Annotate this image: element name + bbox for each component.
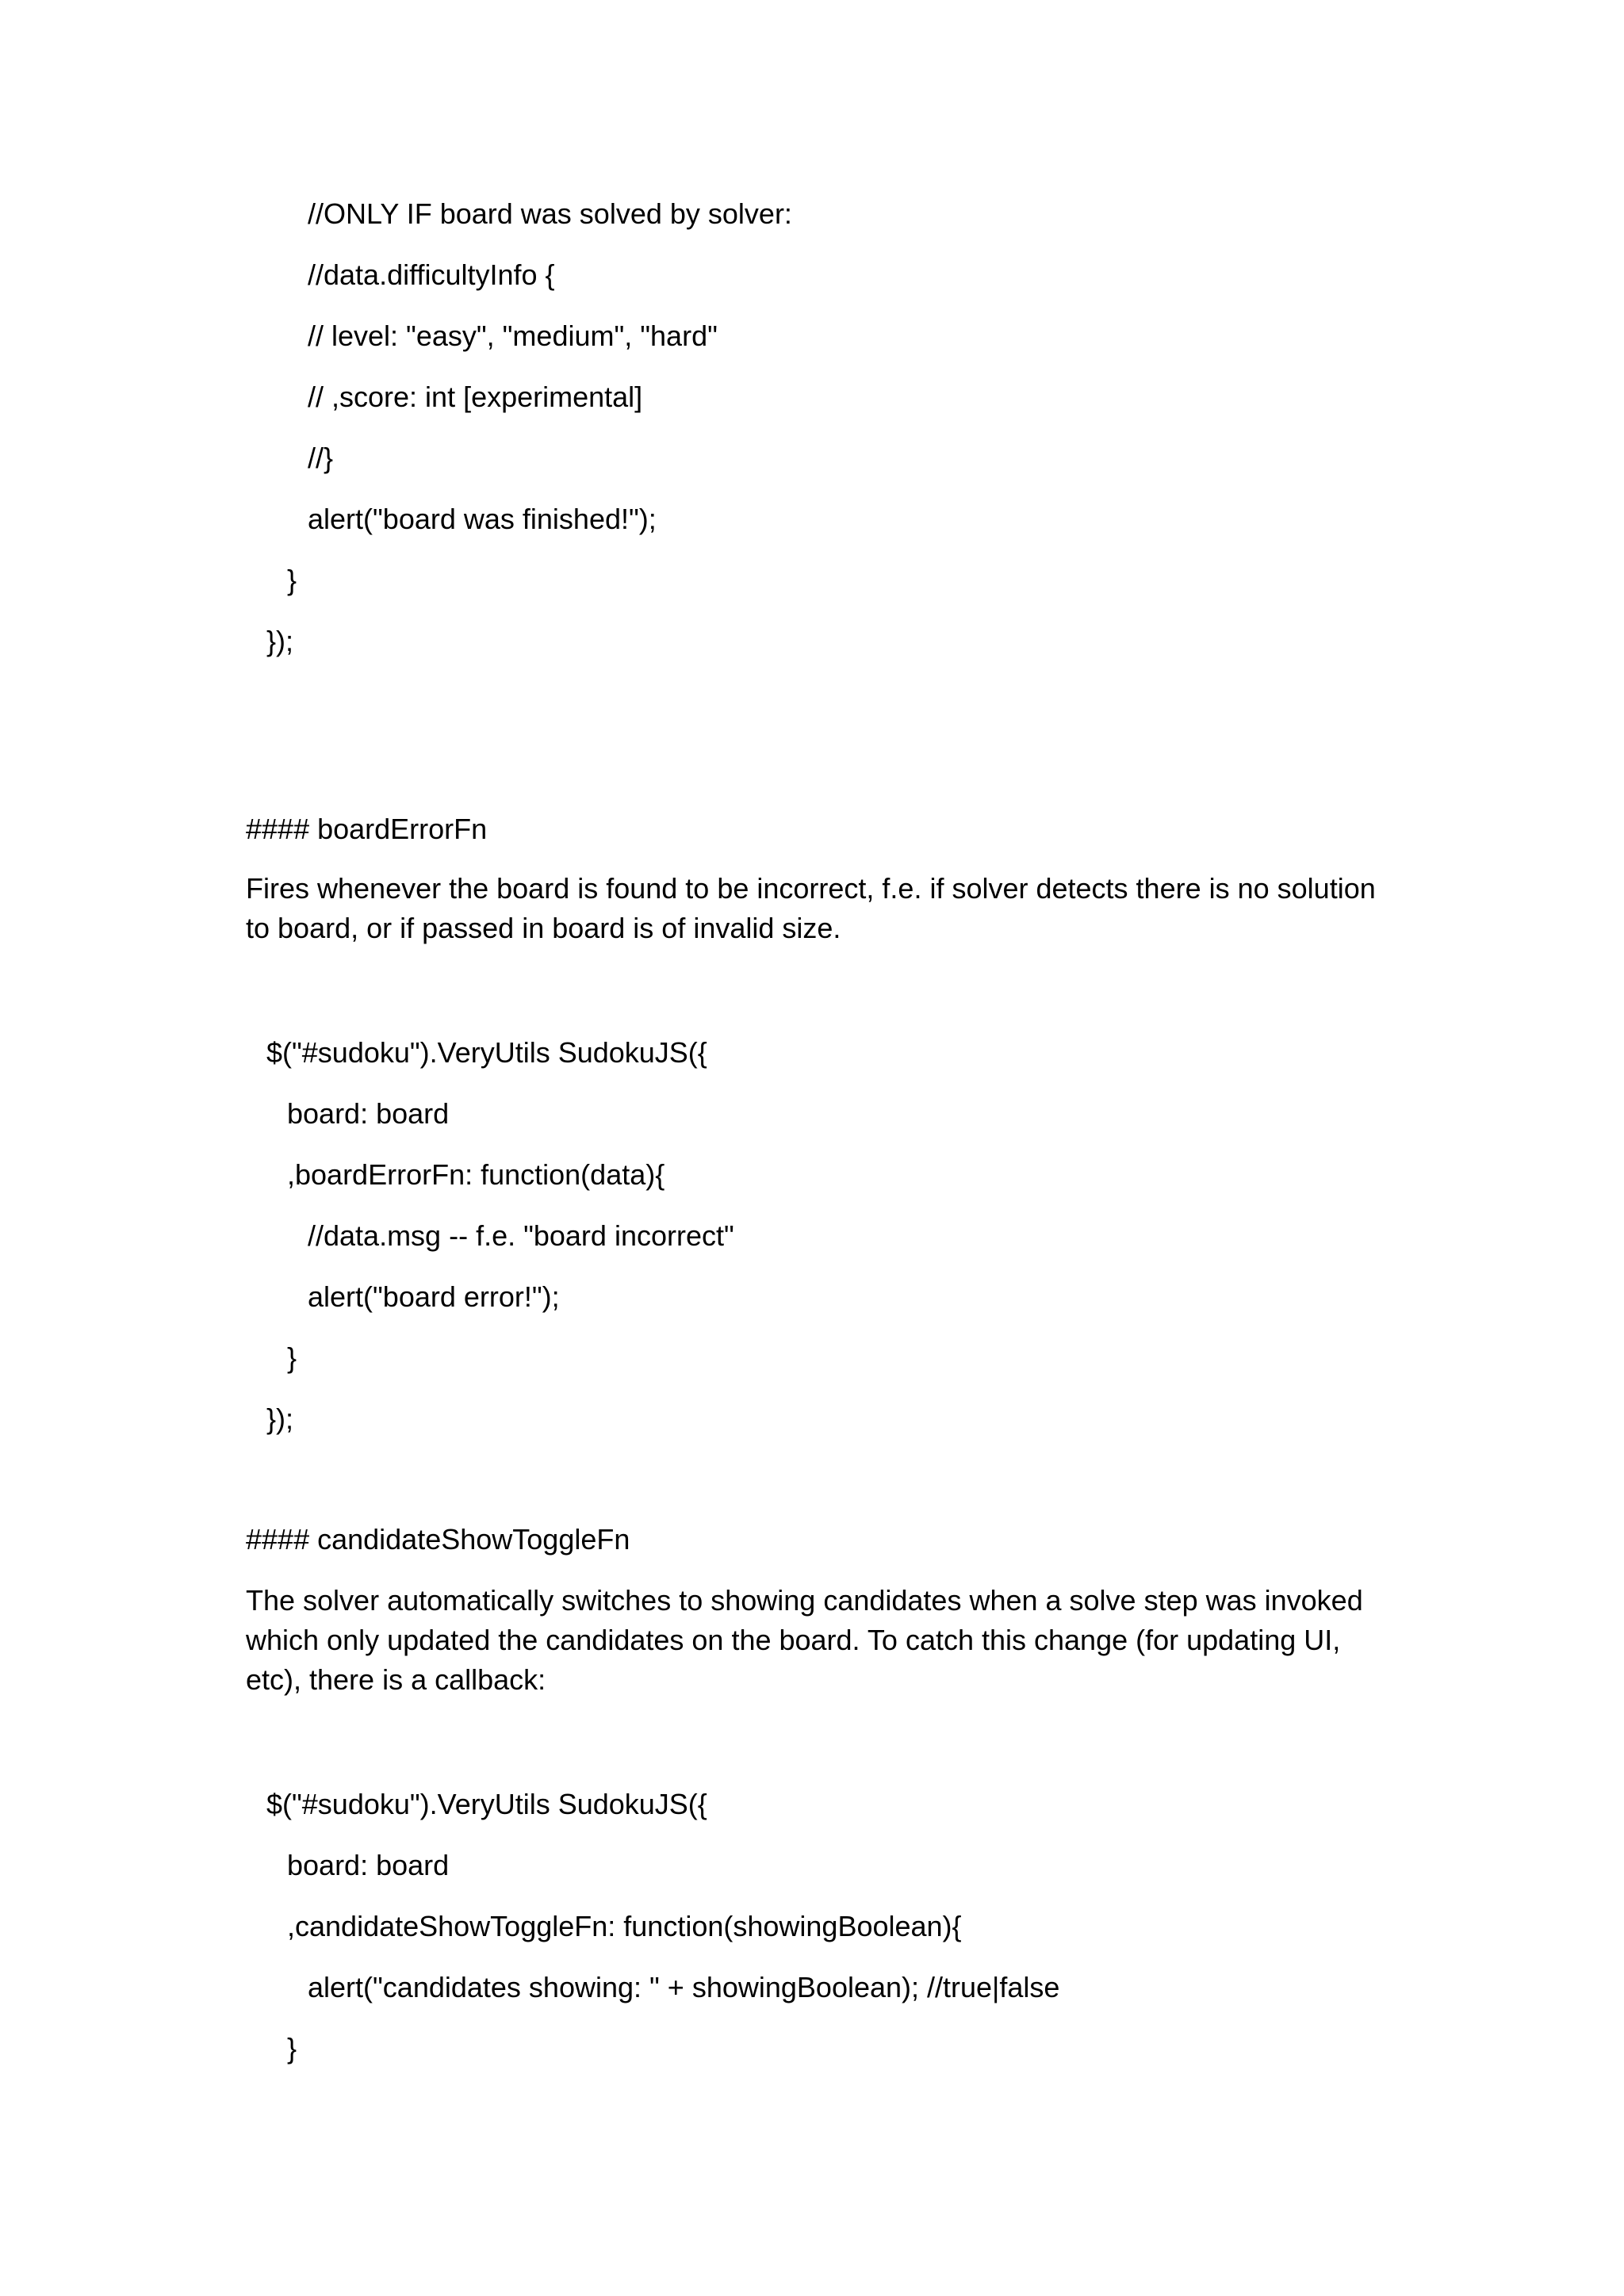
code-line: } (287, 564, 297, 596)
code-line: $("#sudoku").VeryUtils SudokuJS({ (266, 1036, 707, 1069)
code-line: //data.msg -- f.e. "board incorrect" (308, 1219, 734, 1252)
code-line: alert("board was finished!"); (308, 503, 657, 535)
code-line: }); (266, 1402, 294, 1435)
code-line: //data.difficultyInfo { (308, 258, 555, 291)
section-description-candidate-toggle: The solver automatically switches to showing candidates when a solve step was invoked which only updated the candidates on the board. To catch this change (for updating UI, etc), there is a callback: (246, 1584, 1363, 1696)
section-heading-candidate-toggle: #### candidateShowToggleFn (246, 1523, 630, 1556)
section-heading-board-error: #### boardErrorFn (246, 813, 488, 845)
code-line: } (287, 1341, 297, 1374)
code-line: alert("candidates showing: " + showingBoolean); //true|false (308, 1971, 1060, 2003)
code-line: board: board (287, 1849, 450, 1881)
code-line: //} (308, 442, 334, 474)
code-line: // level: "easy", "medium", "hard" (308, 320, 718, 352)
code-line: }); (266, 625, 294, 657)
code-line: ,candidateShowToggleFn: function(showingBoolean){ (287, 1910, 962, 1942)
code-line: //ONLY IF board was solved by solver: (308, 197, 792, 230)
section-description-board-error: Fires whenever the board is found to be incorrect, f.e. if solver detects there is no solution to board, or if passed in board is of invalid size. (246, 872, 1376, 944)
code-line: } (287, 2032, 297, 2064)
code-line: board: board (287, 1097, 450, 1130)
code-line: alert("board error!"); (308, 1280, 560, 1313)
code-line: $("#sudoku").VeryUtils SudokuJS({ (266, 1788, 707, 1820)
code-line: // ,score: int [experimental] (308, 381, 643, 413)
code-line: ,boardErrorFn: function(data){ (287, 1158, 665, 1191)
